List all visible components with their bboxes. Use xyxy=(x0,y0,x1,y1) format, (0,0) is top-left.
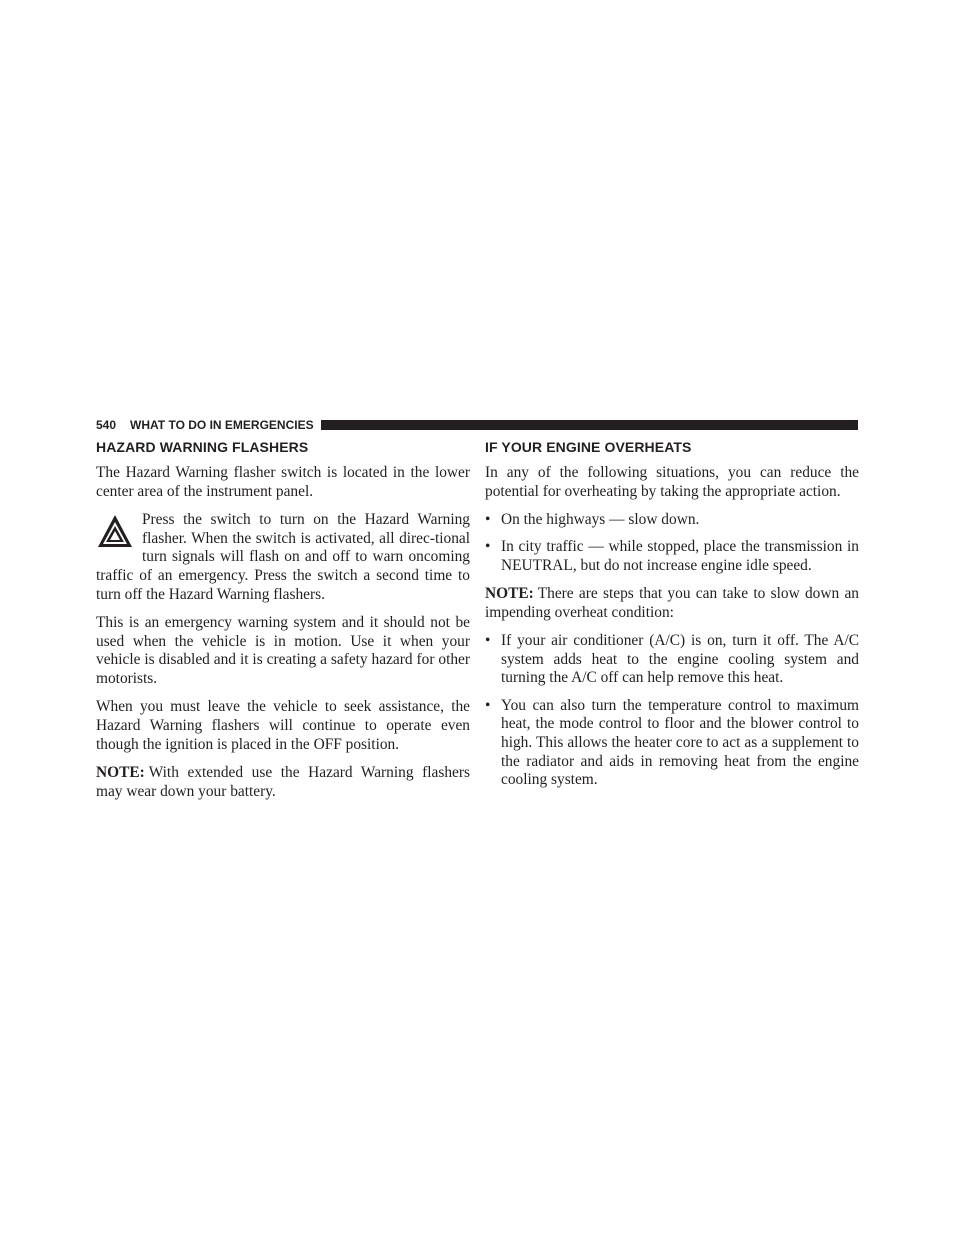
overheat-intro: In any of the following situations, you can reduce the potential for overheating by taking the appropriate action. xyxy=(485,464,859,500)
hazard-paragraph-3: This is an emergency warning system and it should not be used when the vehicle is in motion. Use it when your vehicle is disabled and it is creating a safety hazard for other motorists. xyxy=(96,613,470,688)
list-item: • In city traffic — while stopped, place the transmission in NEUTRAL, but do not increase engine idle speed. xyxy=(485,538,859,574)
hazard-paragraph-1: The Hazard Warning flasher switch is located in the lower center area of the instrument panel. xyxy=(96,464,470,500)
page-number: 540 xyxy=(96,418,117,432)
bullet: • xyxy=(485,510,491,528)
list-item: • If your air conditioner (A/C) is on, turn it off. The A/C system adds heat to the engine cooling system and turning the A/C off can help remove this heat. xyxy=(485,631,859,687)
left-column xyxy=(96,438,470,811)
note-text: There are steps that you can take to slow down an impending overheat condition: xyxy=(485,585,859,621)
page-header xyxy=(96,417,858,433)
hazard-icon-paragraph xyxy=(96,511,470,605)
list-item: • You can also turn the temperature control to maximum heat, the mode control to floor and the blower control to high. This allows the heater core to act as a supplement to the radiator and aids in removing heat from the engine cooling system. xyxy=(485,696,859,789)
bullet: • xyxy=(485,631,491,649)
list-item: • On the highways — slow down. xyxy=(485,510,700,528)
section-title: WHAT TO DO IN EMERGENCIES xyxy=(130,418,314,432)
right-column xyxy=(485,438,859,800)
hazard-heading: HAZARD WARNING FLASHERS xyxy=(96,439,309,455)
note-label: NOTE: xyxy=(485,585,534,603)
hazard-paragraph-4: When you must leave the vehicle to seek assistance, the Hazard Warning flashers will continue to operate even though the ignition is placed in the OFF position. xyxy=(96,698,470,753)
hazard-triangle-icon xyxy=(96,513,134,551)
bullet: • xyxy=(485,538,491,556)
hazard-paragraph-2: Press the switch to turn on the Hazard Warning flasher. When the switch is activated, all direc-tional turn signals will flash on and off to warn oncoming traffic of an emergency. Press the switch a second time to turn off the Hazard Warning flashers. xyxy=(96,510,470,603)
overheat-list-2 xyxy=(485,632,859,790)
hazard-note xyxy=(96,764,470,801)
overheat-heading: IF YOUR ENGINE OVERHEATS xyxy=(485,439,692,455)
overheat-note xyxy=(485,585,859,622)
header-rule xyxy=(321,420,858,430)
overheat-list-1 xyxy=(485,511,859,576)
note-label: NOTE: xyxy=(96,763,145,781)
bullet: • xyxy=(485,696,491,714)
note-text: With extended use the Hazard Warning flashers may wear down your battery. xyxy=(96,763,470,800)
